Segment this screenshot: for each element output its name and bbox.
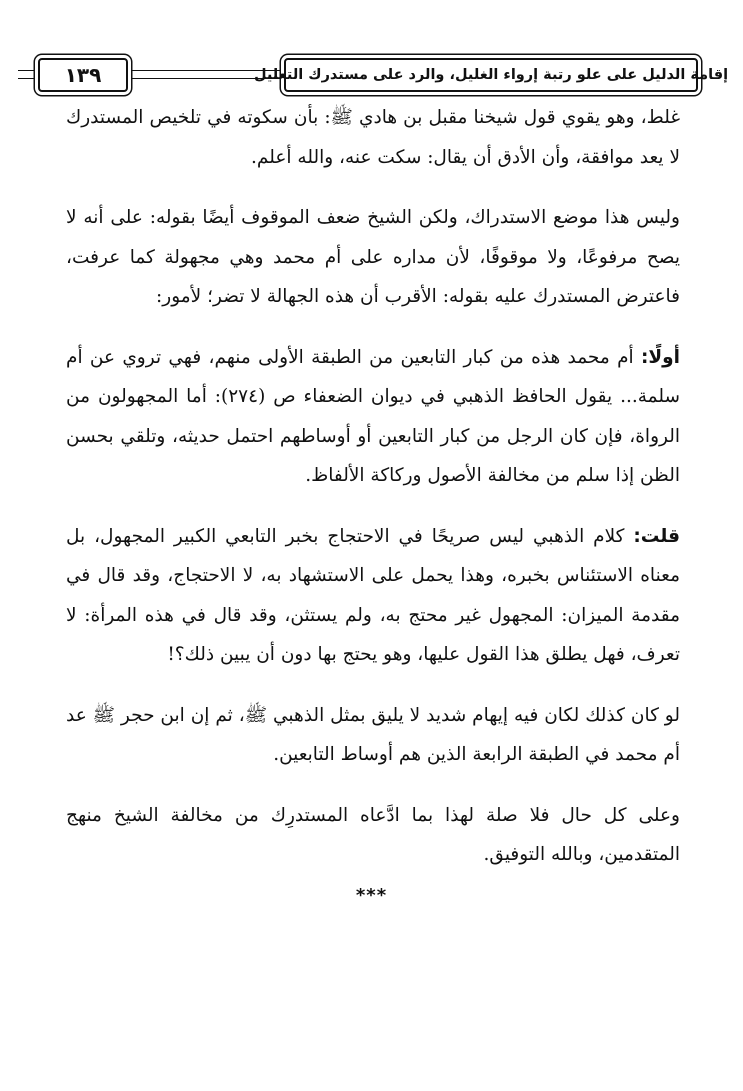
paragraph-lead-qultu: قلت: bbox=[633, 525, 680, 547]
page-header bbox=[18, 56, 729, 94]
paragraph-text: وليس هذا موضع الاستدراك، ولكن الشيخ ضعف الموقوف أيضًا بقوله: على أنه لا يصح مرفوعًا، ولا موقوفًا، لأن مداره على أم محمد وهي مجهولة كما عرفت، فاعترض المستدرك عليه بقوله: الأقرب أن هذه الجهالة لا تضر؛ لأمور: bbox=[66, 207, 680, 307]
paragraph-6 bbox=[66, 796, 680, 875]
paragraph-5 bbox=[66, 696, 680, 775]
paragraph-2 bbox=[66, 198, 680, 317]
section-separator: *** bbox=[355, 885, 388, 906]
paragraph-text: وعلى كل حال فلا صلة لهذا بما ادَّعاه المستدرِك من مخالفة الشيخ منهج المتقدمين، وبالله التوفيق. bbox=[66, 804, 680, 865]
paragraph-text: لو كان كذلك لكان فيه إيهام شديد لا يليق بمثل الذهبي ﷺ، ثم إن ابن حجر ﷺ عد أم محمد في الطبقة الرابعة الذين هم أوساط التابعين. bbox=[66, 704, 680, 765]
paragraph-3 bbox=[66, 338, 680, 496]
book-title: إقامة الدليل على علو رتبة إرواء الغليل، والرد على مستدرك التعليل bbox=[284, 58, 698, 92]
paragraph-1 bbox=[66, 98, 680, 177]
paragraph-text: كلام الذهبي ليس صريحًا في الاحتجاج بخبر التابعي الكبير المجهول، بل معناه الاستئناس بخبره، وهذا يحمل على الاستشهاد به، لا الاحتجاج، وقد قال في مقدمة الميزان: المجهول غير محتج به، ولم يستثن، وقد قال في هذه المرأة: لا تعرف، فهل يطلق هذا القول عليها، وهو يحتج بها دون أن يبين ذلك؟! bbox=[66, 525, 680, 665]
page-number: ١٣٩ bbox=[38, 58, 128, 92]
paragraph-text: غلط، وهو يقوي قول شيخنا مقبل بن هادي ﷺ: بأن سكوته في تلخيص المستدرك لا يعد موافقة، وأن الأدق أن يقال: سكت عنه، والله أعلم. bbox=[66, 107, 680, 168]
paragraph-lead-awalan: أولًا: bbox=[640, 346, 680, 368]
paragraph-4 bbox=[66, 517, 680, 675]
body-text bbox=[66, 98, 680, 896]
paragraph-text: أم محمد هذه من كبار التابعين من الطبقة الأولى منهم، فهي تروي عن أم سلمة... يقول الحافظ الذهبي في ديوان الضعفاء ص (٢٧٤): أما المجهولون من الرواة، فإن كان الرجل من كبار التابعين أو أوساطهم احتمل حديثه، وتلقي بحسن الظن إذا سلم من مخالفة الأصول وركاكة الألفاظ. bbox=[66, 346, 680, 486]
